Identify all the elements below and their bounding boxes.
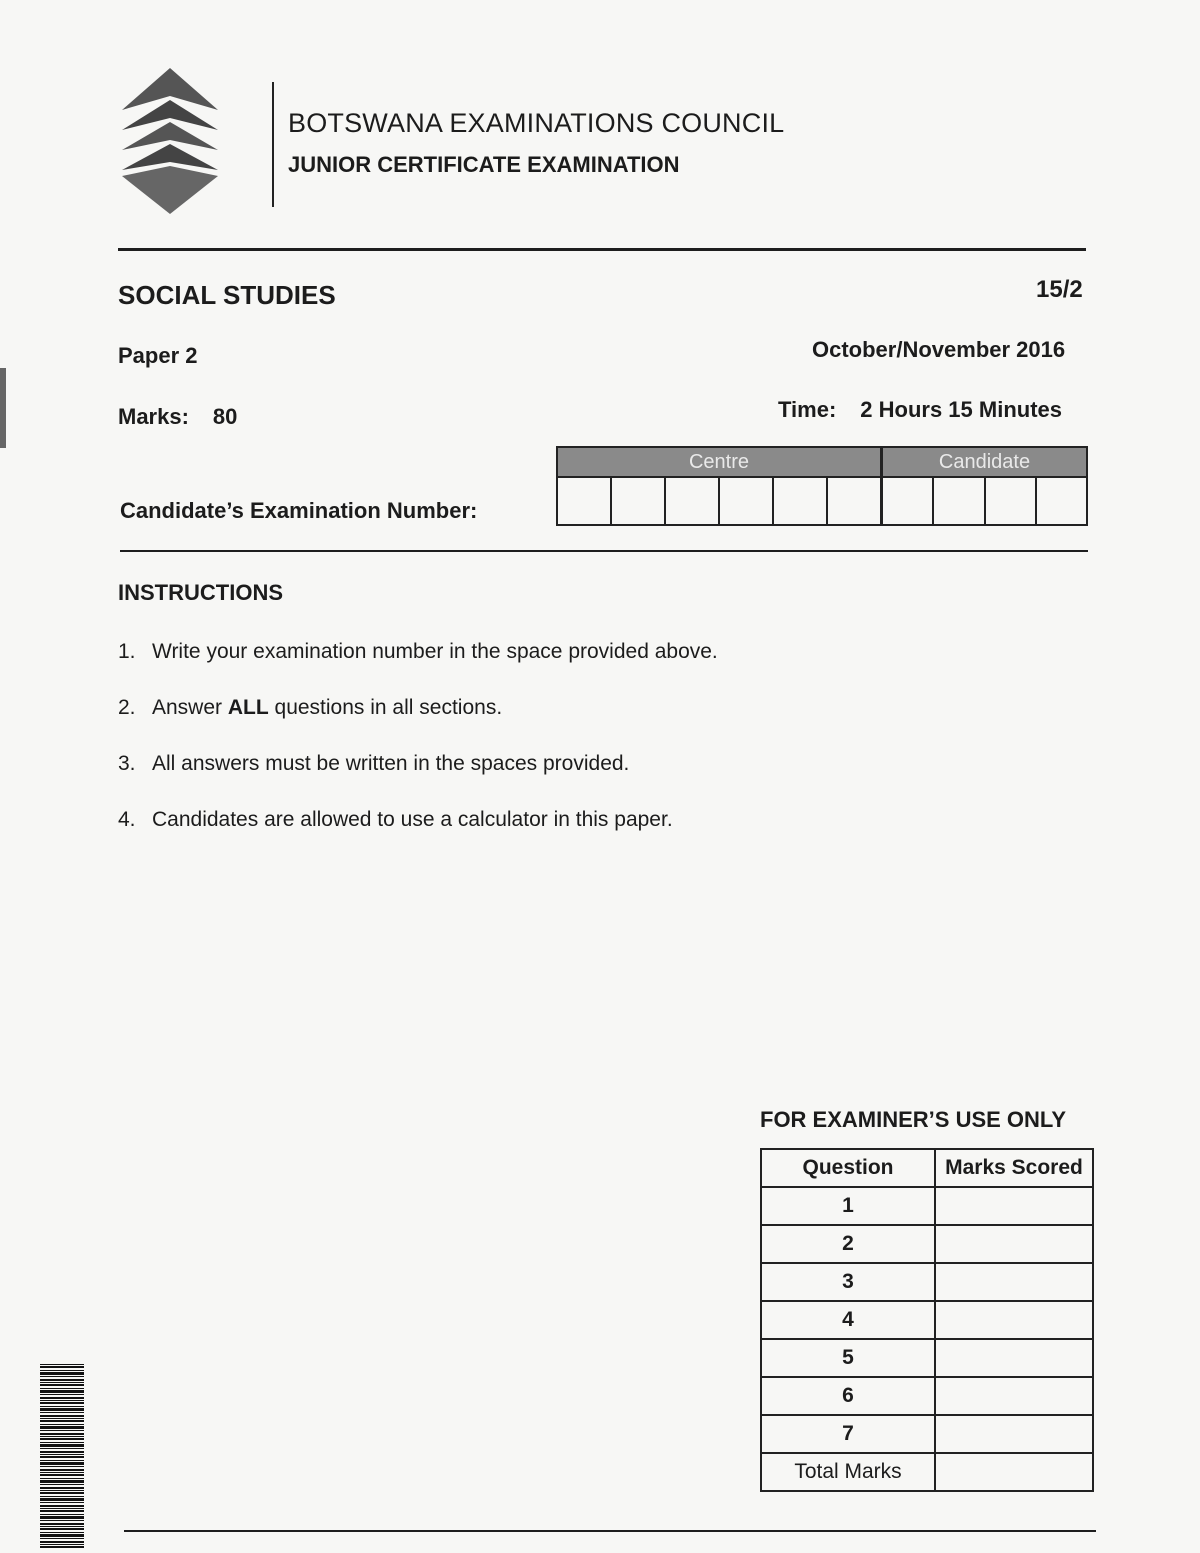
question-number: 6 xyxy=(761,1377,935,1415)
barcode-stripe xyxy=(40,1412,84,1413)
barcode-stripe xyxy=(40,1474,84,1476)
question-number: 4 xyxy=(761,1301,935,1339)
instruction-text-post: questions in all sections. xyxy=(268,696,503,719)
instruction-item xyxy=(118,696,1018,752)
barcode-stripe xyxy=(40,1418,84,1419)
table-row xyxy=(761,1187,1093,1225)
marks-value: 80 xyxy=(212,404,238,429)
centre-digit-cell[interactable] xyxy=(666,478,720,524)
barcode-stripe xyxy=(40,1496,84,1497)
barcode-stripe xyxy=(40,1394,84,1395)
barcode-stripe xyxy=(40,1487,84,1489)
barcode-stripe xyxy=(40,1546,84,1548)
barcode-stripe xyxy=(40,1505,84,1507)
total-marks-label: Total Marks xyxy=(761,1453,935,1491)
barcode-stripe xyxy=(40,1528,84,1530)
candidate-digit-cell[interactable] xyxy=(934,478,985,524)
marks-cell[interactable] xyxy=(935,1415,1093,1453)
question-number: 7 xyxy=(761,1415,935,1453)
table-header-row xyxy=(761,1149,1093,1187)
candidate-digit-cell[interactable] xyxy=(1037,478,1086,524)
barcode-stripe xyxy=(40,1451,84,1453)
paper-code: 15/2 xyxy=(1036,276,1083,303)
instructions-list xyxy=(118,640,1018,864)
instruction-number: 1. xyxy=(118,640,136,663)
barcode-stripe xyxy=(40,1484,84,1485)
barcode-stripe xyxy=(40,1492,84,1494)
barcode-stripe xyxy=(40,1541,84,1543)
time-label: Time: xyxy=(778,397,837,422)
barcode-stripe xyxy=(40,1390,84,1393)
candidate-digit-cell[interactable] xyxy=(883,478,934,524)
barcode-stripe xyxy=(40,1460,84,1461)
instruction-text: Candidates are allowed to use a calculator in this paper. xyxy=(152,808,673,831)
instruction-item xyxy=(118,808,1018,864)
barcode-stripe xyxy=(40,1498,84,1501)
barcode-stripe xyxy=(40,1514,84,1515)
centre-digit-cell[interactable] xyxy=(774,478,828,524)
scan-edge-mark xyxy=(0,368,6,448)
centre-digit-cell[interactable] xyxy=(558,478,612,524)
barcode-stripe xyxy=(40,1442,84,1443)
barcode-stripe xyxy=(40,1472,84,1473)
table-row xyxy=(761,1377,1093,1415)
question-number: 2 xyxy=(761,1225,935,1263)
barcode-stripe xyxy=(40,1376,84,1377)
centre-digit-cell[interactable] xyxy=(720,478,774,524)
barcode-stripe xyxy=(40,1388,84,1389)
barcode-stripe xyxy=(40,1462,84,1465)
candidate-digit-cell[interactable] xyxy=(986,478,1037,524)
total-row xyxy=(761,1453,1093,1491)
instruction-text: Write your examination number in the space provided above. xyxy=(152,640,718,663)
examiner-marks-table xyxy=(760,1148,1094,1492)
barcode-stripe xyxy=(40,1415,84,1417)
question-number: 3 xyxy=(761,1263,935,1301)
barcode-stripe xyxy=(40,1534,84,1537)
paper-label: Paper 2 xyxy=(118,343,198,368)
exam-session: October/November 2016 xyxy=(812,337,1066,362)
barcode-stripe xyxy=(40,1508,84,1509)
instruction-number: 4. xyxy=(118,808,136,831)
instruction-item xyxy=(118,640,1018,696)
barcode-icon xyxy=(40,1364,84,1548)
barcode-stripe xyxy=(40,1438,84,1440)
barcode-stripe xyxy=(40,1466,84,1467)
barcode-stripe xyxy=(40,1544,84,1545)
marks-cell[interactable] xyxy=(935,1225,1093,1263)
question-column-header: Question xyxy=(761,1149,935,1187)
table-row xyxy=(761,1225,1093,1263)
barcode-stripe xyxy=(40,1520,84,1521)
table-row xyxy=(761,1301,1093,1339)
candidate-group xyxy=(883,448,1086,524)
time-row xyxy=(778,397,1062,423)
barcode-stripe xyxy=(40,1433,84,1435)
centre-header: Centre xyxy=(558,448,880,478)
marks-label: Marks: xyxy=(118,404,189,429)
barcode-stripe xyxy=(40,1478,84,1479)
barcode-stripe xyxy=(40,1402,84,1404)
barcode-stripe xyxy=(40,1502,84,1503)
question-number: 5 xyxy=(761,1339,935,1377)
instruction-text xyxy=(152,696,502,752)
barcode-stripe xyxy=(40,1480,84,1483)
instruction-number: 3. xyxy=(118,752,136,775)
barcode-stripe xyxy=(40,1490,84,1491)
barcode-stripe xyxy=(40,1448,84,1449)
barcode-stripe xyxy=(40,1366,84,1368)
total-marks-cell[interactable] xyxy=(935,1453,1093,1491)
time-value: 2 Hours 15 Minutes xyxy=(860,397,1062,422)
top-rule xyxy=(118,248,1086,251)
barcode-stripe xyxy=(40,1372,84,1375)
barcode-stripe xyxy=(40,1382,84,1383)
instruction-text: All answers must be written in the spaces provided. xyxy=(152,752,630,775)
barcode-stripe xyxy=(40,1516,84,1519)
marks-cell[interactable] xyxy=(935,1377,1093,1415)
bec-logo-icon xyxy=(118,66,222,216)
centre-digit-cell[interactable] xyxy=(828,478,880,524)
barcode-stripe xyxy=(40,1384,84,1386)
instruction-item xyxy=(118,752,1018,808)
candidate-number-label: Candidate’s Examination Number: xyxy=(120,498,478,523)
barcode-stripe xyxy=(40,1523,84,1525)
table-row xyxy=(761,1415,1093,1453)
barcode-stripe xyxy=(40,1397,84,1399)
barcode-stripe xyxy=(40,1424,84,1425)
barcode-stripe xyxy=(40,1526,84,1527)
marks-cell[interactable] xyxy=(935,1263,1093,1301)
barcode-stripe xyxy=(40,1532,84,1533)
barcode-stripe xyxy=(40,1408,84,1411)
instruction-number: 2. xyxy=(118,696,136,719)
marks-cell[interactable] xyxy=(935,1301,1093,1339)
barcode-stripe xyxy=(40,1370,84,1371)
barcode-stripe xyxy=(40,1444,84,1447)
barcode-stripe xyxy=(40,1426,84,1429)
table-row xyxy=(761,1263,1093,1301)
barcode-stripe xyxy=(40,1469,84,1471)
barcode-stripe xyxy=(40,1436,84,1437)
instruction-emphasis: ALL xyxy=(227,696,269,719)
question-number: 1 xyxy=(761,1187,935,1225)
table-row xyxy=(761,1339,1093,1377)
marks-row xyxy=(118,404,237,430)
mid-rule xyxy=(120,550,1088,552)
instruction-text-pre: Answer xyxy=(152,696,228,719)
barcode-stripe xyxy=(40,1420,84,1422)
barcode-stripe xyxy=(40,1379,84,1381)
bottom-rule xyxy=(124,1530,1096,1532)
header-divider xyxy=(272,82,274,207)
centre-group xyxy=(558,448,883,524)
marks-cell[interactable] xyxy=(935,1339,1093,1377)
candidate-header: Candidate xyxy=(883,448,1086,478)
exam-name: JUNIOR CERTIFICATE EXAMINATION xyxy=(288,152,680,177)
marks-cell[interactable] xyxy=(935,1187,1093,1225)
subject-title: SOCIAL STUDIES xyxy=(118,280,336,310)
barcode-stripe xyxy=(40,1456,84,1458)
candidate-number-grid xyxy=(556,446,1088,526)
barcode-stripe xyxy=(40,1400,84,1401)
barcode-stripe xyxy=(40,1364,84,1365)
barcode-stripe xyxy=(40,1454,84,1455)
instructions-title: INSTRUCTIONS xyxy=(118,580,283,605)
centre-digit-cell[interactable] xyxy=(612,478,666,524)
marks-column-header: Marks Scored xyxy=(935,1149,1093,1187)
org-name: BOTSWANA EXAMINATIONS COUNCIL xyxy=(288,108,785,138)
barcode-stripe xyxy=(40,1538,84,1539)
barcode-stripe xyxy=(40,1510,84,1512)
examiner-use-title: FOR EXAMINER’S USE ONLY xyxy=(760,1107,1067,1132)
barcode-stripe xyxy=(40,1406,84,1407)
barcode-stripe xyxy=(40,1430,84,1431)
